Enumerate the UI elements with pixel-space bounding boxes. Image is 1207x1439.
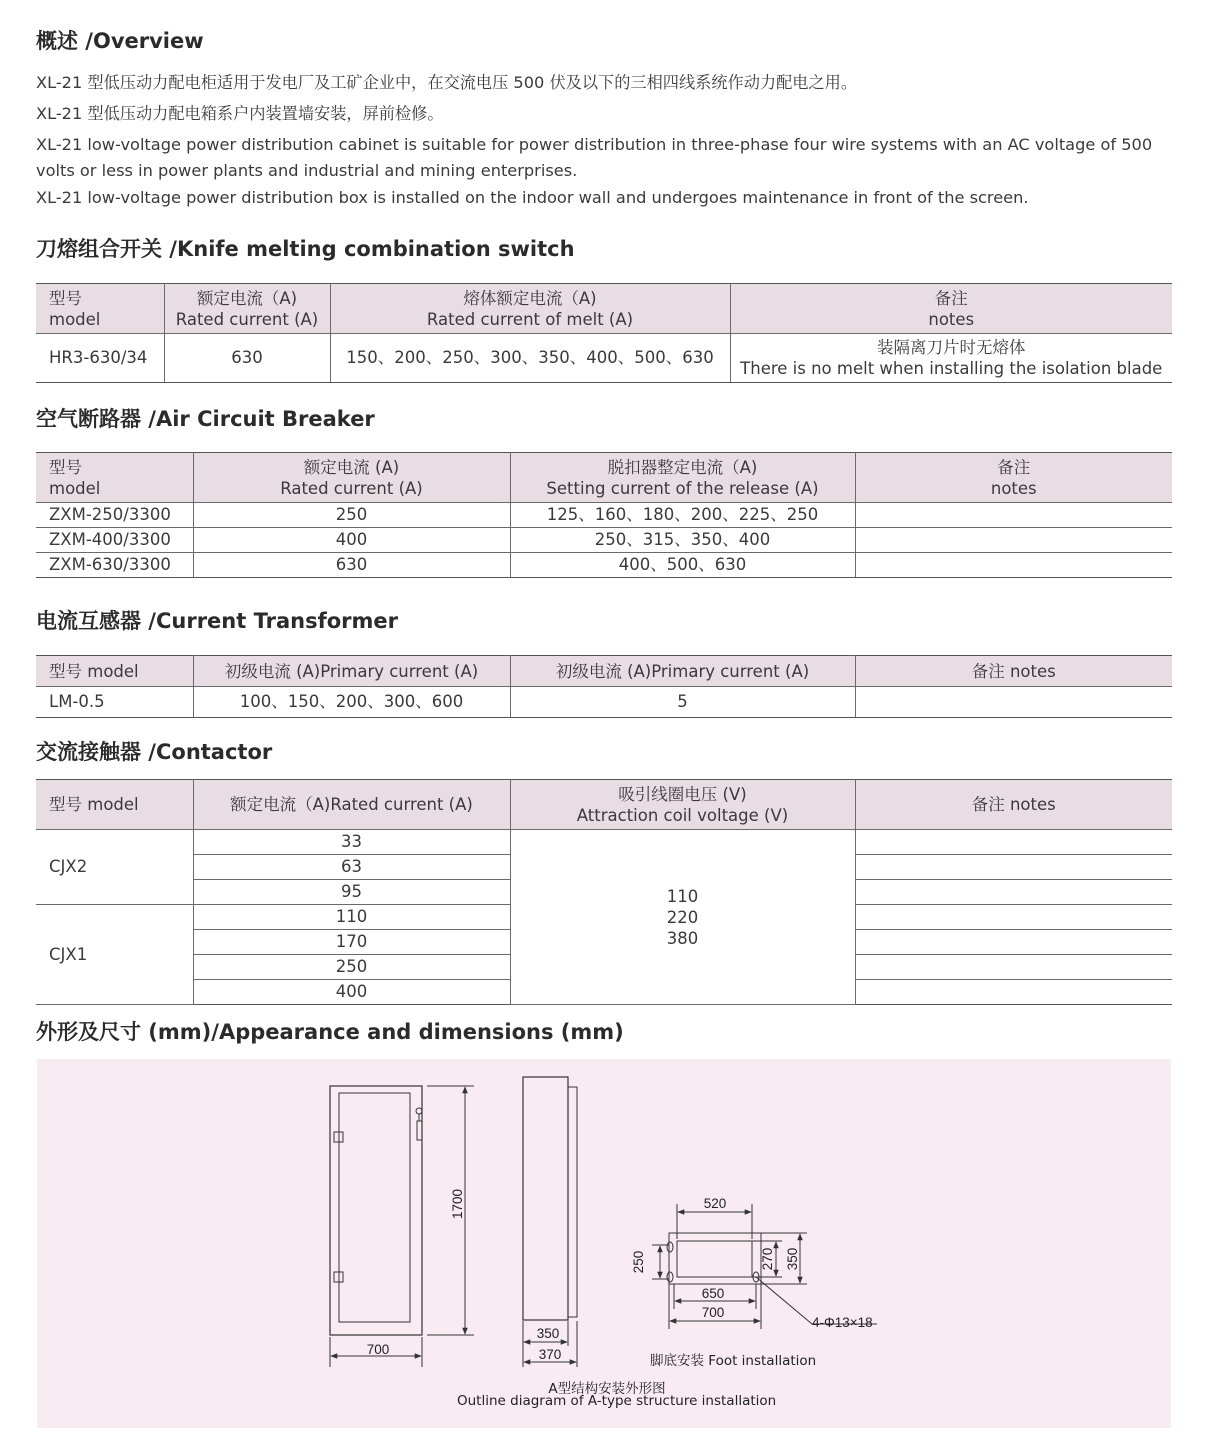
- cell-rated-current: 63: [193, 855, 510, 880]
- header-rated-current: 额定电流 (A) Rated current (A): [193, 453, 510, 503]
- header-model: 型号 model: [36, 780, 193, 830]
- current-transformer-title: 电流互感器 /Current Transformer: [36, 609, 398, 633]
- cell-coil-voltage: 110 220 380: [510, 830, 855, 1005]
- side-view: [523, 1077, 577, 1367]
- table-header-row: [36, 453, 1172, 503]
- cell-notes: [855, 880, 1172, 905]
- cell-rated-current: 400: [193, 980, 510, 1005]
- cell-notes: [855, 528, 1172, 553]
- cell-model: ZXM-630/3300: [36, 553, 193, 578]
- header-notes: 备注 notes: [855, 780, 1172, 830]
- air-breaker-table: [36, 452, 1172, 578]
- cell-model: ZXM-250/3300: [36, 503, 193, 528]
- table-row: [36, 503, 1172, 528]
- figure-caption-en: Outline diagram of A-type structure installation: [457, 1393, 777, 1409]
- dim-foot-350: 350: [785, 1247, 800, 1271]
- cell-setting-current: 250、315、350、400: [510, 528, 855, 553]
- cell-notes: [855, 955, 1172, 980]
- cell-rated-current: 630: [193, 553, 510, 578]
- table-row: [36, 830, 1172, 855]
- air-breaker-title: 空气断路器 /Air Circuit Breaker: [36, 407, 375, 431]
- dim-front-height: 1700: [450, 1188, 465, 1220]
- cell-primary-current: 100、150、200、300、600: [193, 687, 510, 718]
- dimension-drawing: [37, 1059, 1171, 1428]
- cell-model: LM-0.5: [36, 687, 193, 718]
- overview-title: 概述 /Overview: [36, 29, 204, 53]
- header-melt-current: 熔体额定电流（A) Rated current of melt (A): [330, 284, 730, 334]
- cell-model: HR3-630/34: [36, 334, 164, 383]
- figure-caption-cn: A型结构安装外形图: [548, 1381, 666, 1397]
- cell-secondary-current: 5: [510, 687, 855, 718]
- knife-switch-table: [36, 283, 1172, 383]
- cell-notes: [855, 687, 1172, 718]
- cell-rated-current: 250: [193, 503, 510, 528]
- dim-side-depth-370: 370: [538, 1347, 562, 1362]
- contactor-table: [36, 779, 1172, 1005]
- table-row: [36, 334, 1172, 383]
- dim-foot-650: 650: [701, 1286, 725, 1301]
- table-row: [36, 528, 1172, 553]
- cell-model: ZXM-400/3300: [36, 528, 193, 553]
- header-model: 型号 model: [36, 284, 164, 334]
- dim-foot-520: 520: [703, 1196, 727, 1211]
- overview-paragraph-3: XL-21 low-voltage power distribution cabinet is suitable for power distribution in three-phase four wire systems with an AC voltage of 500 volts or less in power plants and industrial and mining enterprises.: [36, 135, 1153, 180]
- current-transformer-table: [36, 655, 1172, 718]
- overview-paragraph-2: XL-21 型低压动力配电箱系户内装置墙安装，屏前检修。: [36, 104, 444, 123]
- header-model: 型号 model: [36, 453, 193, 503]
- header-primary-current-2: 初级电流 (A)Primary current (A): [510, 656, 855, 687]
- overview-paragraph-1: XL-21 型低压动力配电柜适用于发电厂及工矿企业中，在交流电压 500 伏及以下的三相四线系统作动力配电之用。: [36, 73, 858, 92]
- table-header-row: [36, 284, 1172, 334]
- cell-notes: [855, 553, 1172, 578]
- cell-model: CJX2: [36, 830, 193, 905]
- contactor-title: 交流接触器 /Contactor: [36, 740, 273, 764]
- table-header-row: [36, 780, 1172, 830]
- cell-setting-current: 125、160、180、200、225、250: [510, 503, 855, 528]
- cell-rated-current: 170: [193, 930, 510, 955]
- cell-notes: [855, 830, 1172, 855]
- knife-switch-title: 刀熔组合开关 /Knife melting combination switch: [36, 237, 575, 261]
- cell-rated-current: 250: [193, 955, 510, 980]
- header-rated-current: 额定电流（A)Rated current (A): [193, 780, 510, 830]
- foot-installation-caption: 脚底安装 Foot installation: [650, 1353, 817, 1369]
- cell-rated-current: 400: [193, 528, 510, 553]
- dim-front-width: 700: [366, 1342, 390, 1357]
- cell-notes: [855, 905, 1172, 930]
- cell-notes: [855, 980, 1172, 1005]
- dim-foot-250: 250: [631, 1250, 646, 1274]
- cell-rated-current: 630: [164, 334, 330, 383]
- front-view: [330, 1086, 474, 1367]
- dimensions-title: 外形及尺寸 (mm)/Appearance and dimensions (mm): [36, 1020, 624, 1044]
- cell-rated-current: 110: [193, 905, 510, 930]
- table-row: [36, 687, 1172, 718]
- cell-notes: 装隔离刀片时无熔体 There is no melt when installing the isolation blade: [730, 334, 1172, 383]
- table-row: [36, 553, 1172, 578]
- cell-melt-current: 150、200、250、300、350、400、500、630: [330, 334, 730, 383]
- header-setting-current: 脱扣器整定电流（A) Setting current of the release (A): [510, 453, 855, 503]
- header-notes: 备注 notes: [855, 453, 1172, 503]
- header-notes: 备注 notes: [730, 284, 1172, 334]
- cell-notes: [855, 503, 1172, 528]
- dim-foot-270: 270: [760, 1247, 775, 1271]
- cell-notes: [855, 855, 1172, 880]
- header-coil-voltage: 吸引线圈电压 (V) Attraction coil voltage (V): [510, 780, 855, 830]
- header-rated-current: 额定电流（A) Rated current (A): [164, 284, 330, 334]
- dim-side-depth-350: 350: [536, 1326, 560, 1341]
- cell-rated-current: 95: [193, 880, 510, 905]
- dim-foot-700: 700: [701, 1305, 725, 1320]
- cell-rated-current: 33: [193, 830, 510, 855]
- dimension-drawing-panel: [37, 1059, 1171, 1428]
- dim-foot-hole: 4-Φ13×18: [812, 1315, 873, 1330]
- cell-setting-current: 400、500、630: [510, 553, 855, 578]
- cell-notes: [855, 930, 1172, 955]
- header-notes: 备注 notes: [855, 656, 1172, 687]
- cell-model: CJX1: [36, 905, 193, 1005]
- header-primary-current: 初级电流 (A)Primary current (A): [193, 656, 510, 687]
- table-header-row: [36, 656, 1172, 687]
- overview-paragraph-4: XL-21 low-voltage power distribution box is installed on the indoor wall and undergoes maintenance in front of the screen.: [36, 188, 1029, 207]
- header-model: 型号 model: [36, 656, 193, 687]
